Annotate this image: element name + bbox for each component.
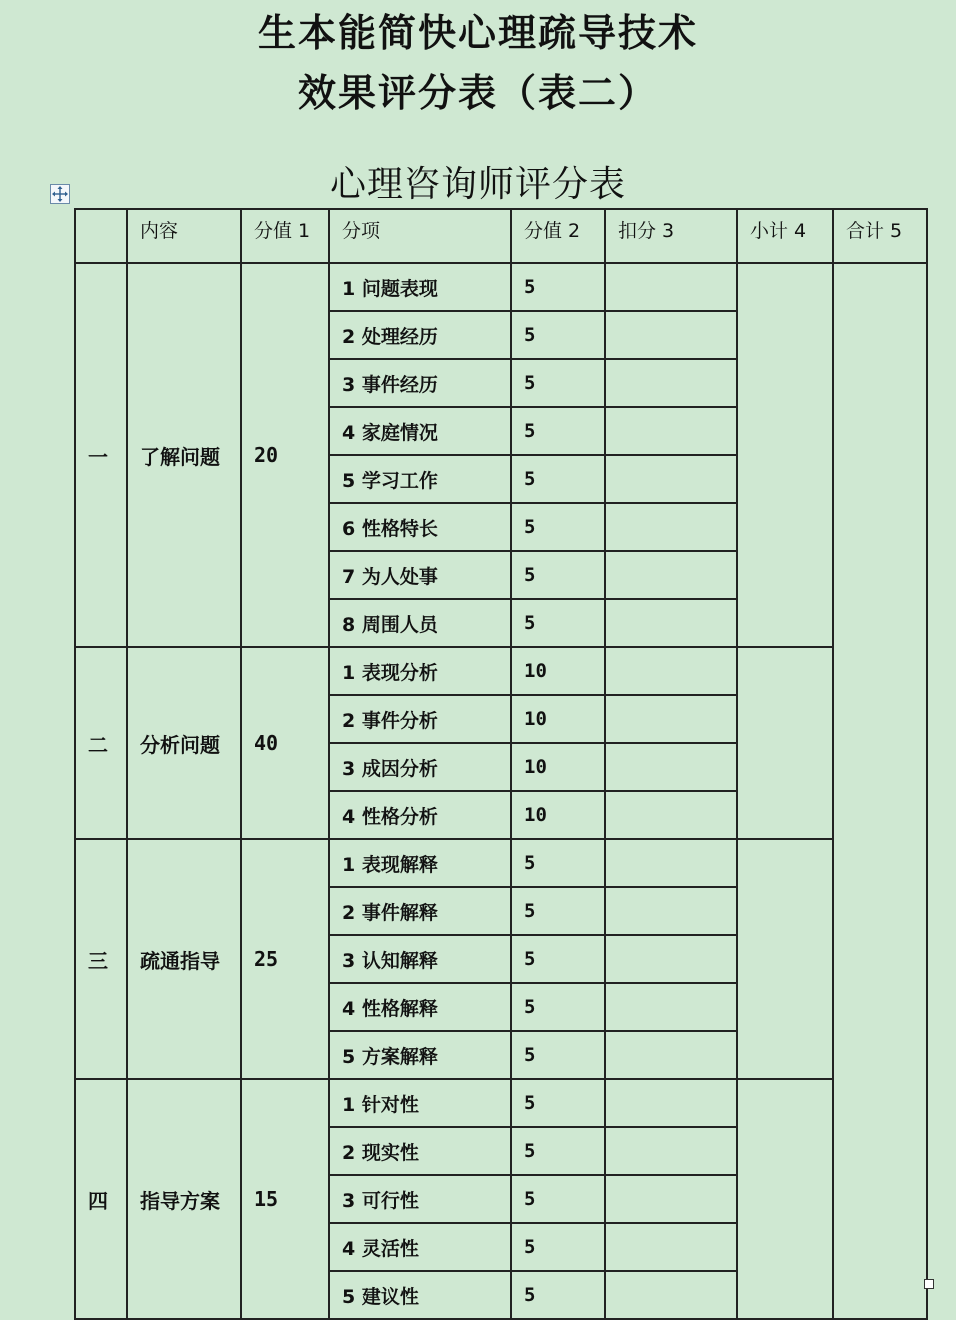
header-score-2: 分值 2 (511, 209, 605, 263)
item-score: 5 (511, 503, 605, 551)
item-label: 2 事件分析 (329, 695, 511, 743)
item-score: 5 (511, 407, 605, 455)
deduction-cell[interactable] (605, 791, 737, 839)
section-content: 疏通指导 (127, 839, 241, 1079)
item-score: 5 (511, 263, 605, 311)
item-label: 4 性格解释 (329, 983, 511, 1031)
deduction-cell[interactable] (605, 839, 737, 887)
deduction-cell[interactable] (605, 647, 737, 695)
section-index: 二 (75, 647, 127, 839)
section-index: 三 (75, 839, 127, 1079)
title-line-1: 生本能简快心理疏导技术 (257, 10, 698, 55)
section-content: 了解问题 (127, 263, 241, 647)
item-score: 10 (511, 743, 605, 791)
item-label: 2 现实性 (329, 1127, 511, 1175)
item-label: 6 性格特长 (329, 503, 511, 551)
deduction-cell[interactable] (605, 311, 737, 359)
deduction-cell[interactable] (605, 935, 737, 983)
subtotal-cell[interactable] (737, 263, 833, 647)
item-score: 5 (511, 1223, 605, 1271)
table-row (75, 647, 927, 695)
score-table (74, 208, 928, 1320)
table-row (75, 263, 927, 311)
total-cell[interactable] (833, 263, 927, 1319)
item-score: 5 (511, 1271, 605, 1319)
item-label: 3 可行性 (329, 1175, 511, 1223)
item-label: 1 表现分析 (329, 647, 511, 695)
deduction-cell[interactable] (605, 1223, 737, 1271)
section-index: 一 (75, 263, 127, 647)
section-content: 指导方案 (127, 1079, 241, 1319)
header-subtotal-4: 小计 4 (737, 209, 833, 263)
item-label: 4 家庭情况 (329, 407, 511, 455)
deduction-cell[interactable] (605, 1079, 737, 1127)
title-line-2: 效果评分表（表二） (297, 70, 658, 115)
header-score-1: 分值 1 (241, 209, 329, 263)
deduction-cell[interactable] (605, 599, 737, 647)
item-label: 1 问题表现 (329, 263, 511, 311)
section-score: 20 (241, 263, 329, 647)
table-row (75, 839, 927, 887)
item-label: 4 灵活性 (329, 1223, 511, 1271)
item-score: 5 (511, 551, 605, 599)
table-row (75, 1079, 927, 1127)
item-score: 10 (511, 791, 605, 839)
header-item: 分项 (329, 209, 511, 263)
item-score: 5 (511, 887, 605, 935)
deduction-cell[interactable] (605, 1271, 737, 1319)
table-subtitle: 心理咨询师评分表 (329, 164, 626, 205)
header-total-5: 合计 5 (833, 209, 927, 263)
move-arrows-icon (51, 185, 69, 203)
deduction-cell[interactable] (605, 503, 737, 551)
item-score: 5 (511, 839, 605, 887)
section-index: 四 (75, 1079, 127, 1319)
section-score: 40 (241, 647, 329, 839)
header-row (75, 209, 927, 263)
table-move-handle[interactable] (50, 184, 70, 204)
item-label: 8 周围人员 (329, 599, 511, 647)
header-deduction-3: 扣分 3 (605, 209, 737, 263)
deduction-cell[interactable] (605, 743, 737, 791)
item-label: 7 为人处事 (329, 551, 511, 599)
deduction-cell[interactable] (605, 407, 737, 455)
table-body (75, 263, 927, 1319)
deduction-cell[interactable] (605, 359, 737, 407)
item-label: 2 事件解释 (329, 887, 511, 935)
section-score: 15 (241, 1079, 329, 1319)
item-label: 5 学习工作 (329, 455, 511, 503)
deduction-cell[interactable] (605, 983, 737, 1031)
item-score: 5 (511, 1127, 605, 1175)
item-label: 5 方案解释 (329, 1031, 511, 1079)
deduction-cell[interactable] (605, 263, 737, 311)
item-label: 2 处理经历 (329, 311, 511, 359)
item-label: 5 建议性 (329, 1271, 511, 1319)
item-label: 3 事件经历 (329, 359, 511, 407)
subtotal-cell[interactable] (737, 647, 833, 839)
item-score: 5 (511, 1175, 605, 1223)
item-score: 5 (511, 455, 605, 503)
deduction-cell[interactable] (605, 551, 737, 599)
deduction-cell[interactable] (605, 695, 737, 743)
item-score: 5 (511, 599, 605, 647)
subtotal-cell[interactable] (737, 839, 833, 1079)
subtotal-cell[interactable] (737, 1079, 833, 1319)
deduction-cell[interactable] (605, 1175, 737, 1223)
table-resize-handle[interactable] (924, 1279, 934, 1289)
deduction-cell[interactable] (605, 887, 737, 935)
item-score: 10 (511, 695, 605, 743)
deduction-cell[interactable] (605, 455, 737, 503)
section-content: 分析问题 (127, 647, 241, 839)
header-content: 内容 (127, 209, 241, 263)
section-score: 25 (241, 839, 329, 1079)
item-score: 5 (511, 1079, 605, 1127)
item-label: 1 针对性 (329, 1079, 511, 1127)
item-score: 5 (511, 935, 605, 983)
item-score: 5 (511, 983, 605, 1031)
deduction-cell[interactable] (605, 1031, 737, 1079)
item-label: 3 认知解释 (329, 935, 511, 983)
deduction-cell[interactable] (605, 1127, 737, 1175)
item-score: 5 (511, 1031, 605, 1079)
item-score: 10 (511, 647, 605, 695)
item-label: 3 成因分析 (329, 743, 511, 791)
item-score: 5 (511, 359, 605, 407)
item-label: 4 性格分析 (329, 791, 511, 839)
item-label: 1 表现解释 (329, 839, 511, 887)
item-score: 5 (511, 311, 605, 359)
header-index (75, 209, 127, 263)
